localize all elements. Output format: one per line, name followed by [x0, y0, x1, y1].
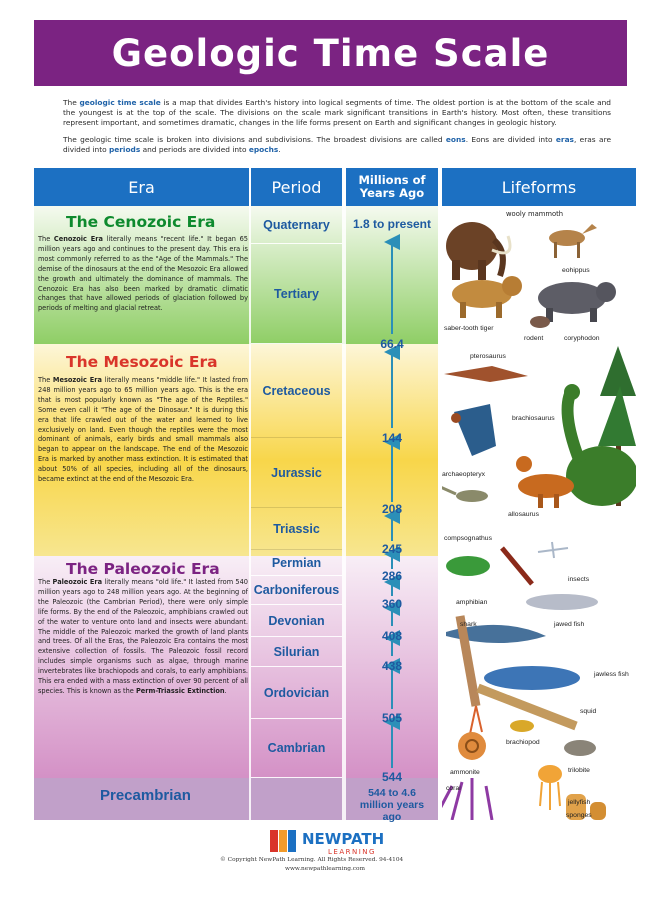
period-triassic: Triassic [251, 508, 342, 550]
mesozoic-text [38, 376, 248, 485]
mya-505: 505 [381, 711, 403, 725]
era-lead: The [38, 578, 53, 586]
label-rodent: rodent [524, 335, 544, 342]
mya-208: 208 [381, 502, 403, 516]
jawless-fish-illustration [484, 666, 580, 690]
label-saber-tooth-tiger: saber-tooth tiger [444, 325, 494, 332]
label-squid: squid [580, 708, 597, 715]
term-eras: eras [555, 134, 574, 144]
label-brachiopod: brachiopod [506, 739, 540, 746]
mya-precambrian: 544 to 4.6 million years ago [359, 787, 425, 823]
cenozoic-title: The Cenozoic Era [66, 213, 216, 231]
label-jawless-fish: jawless fish [594, 671, 629, 678]
header-period: Period [251, 168, 342, 206]
eohippus-illustration [549, 224, 597, 258]
intro-rest: is a map that divides Earth's history into logical segments of time. The oldest portion is at the bottom of the scale and the youngest is at the top of the scale. The divisions on the scale mark significant transitions in Earth's history. Most often, these transitions represent important, and sometimes dramatic, changes in the life forms present on Earth and significant changes in geologic history. [63, 98, 611, 128]
intro-text [63, 98, 611, 161]
label-amphibian: amphibian [456, 599, 488, 606]
label-coral: coral [446, 785, 461, 792]
ammonite-illustration [458, 732, 486, 760]
coryphodon-illustration [538, 282, 616, 322]
header-mya: Millions of Years Ago [346, 168, 438, 206]
label-compsognathus: compsognathus [444, 535, 492, 542]
term-periods: periods [108, 144, 141, 154]
period-permian: Permian [251, 550, 342, 576]
insects-illustration [502, 542, 568, 584]
era-term: Paleozoic Era [52, 578, 103, 586]
label-jellyfish: jellyfish [568, 799, 591, 806]
intro-paragraph-2 [63, 135, 611, 155]
label-shark: shark [460, 621, 477, 628]
intro-term: geologic time scale [79, 98, 161, 107]
title-banner [34, 20, 627, 86]
intro-p2-e: . [278, 144, 281, 154]
period-ordovician: Ordovician [251, 667, 342, 719]
paleozoic-title: The Paleozoic Era [66, 560, 220, 578]
compsognathus-illustration [442, 486, 488, 502]
website: www.newpathlearning.com [285, 866, 366, 872]
label-allosaurus: allosaurus [508, 511, 539, 518]
era-lead: The [38, 376, 53, 384]
period-carboniferous: Carboniferous [251, 576, 342, 605]
saber-tooth-tiger-illustration [452, 276, 522, 318]
mesozoic-title: The Mesozoic Era [66, 353, 218, 371]
intro-paragraph-1 [63, 98, 611, 129]
term-epochs: epochs [248, 144, 279, 154]
header-era: Era [34, 168, 249, 206]
mya-144: 144 [381, 431, 403, 445]
period-devonian: Devonian [251, 605, 342, 637]
paleozoic-text [38, 578, 248, 697]
period-quaternary: Quaternary [251, 206, 342, 244]
logo-new: NEWPATH [302, 830, 385, 848]
archaeopteryx-illustration [451, 404, 496, 456]
logo-learning: LEARNING [328, 848, 376, 856]
intro-p2-a: The geologic time scale is broken into divisions and subdivisions. The broadest divisions are called [63, 134, 446, 144]
label-sponges: sponges [566, 812, 592, 819]
page-title: Geologic Time Scale [111, 31, 550, 75]
term-eons: eons [445, 134, 466, 144]
label-coryphodon: coryphodon [564, 335, 600, 342]
period-cretaceous: Cretaceous [251, 344, 342, 438]
period-tertiary: Tertiary [251, 244, 342, 344]
period-cambrian: Cambrian [251, 719, 342, 778]
intro-p2-d: and periods are divided into [140, 144, 249, 154]
logo-mark [270, 826, 400, 858]
label-jawed-fish: jawed fish [554, 621, 585, 628]
lifeforms-illustration [442, 206, 636, 820]
intro-p2-b: . Eons are divided into [465, 134, 556, 144]
mya-544: 544 [381, 770, 403, 784]
mya-360: 360 [381, 597, 403, 611]
era-end: . [224, 686, 227, 695]
jellyfish-illustration [538, 765, 562, 810]
trilobite-illustration [564, 740, 596, 756]
period-jurassic: Jurassic [251, 438, 342, 508]
intro-lead: The [63, 98, 80, 107]
mya-245: 245 [381, 542, 403, 556]
rodent-illustration [530, 316, 550, 328]
era-desc: literally means "middle life." It lasted from 248 million years ago to 65 million years ago. This is the era that is most popularly known as "The age of the Reptiles." Some even call it "The age of the Dinosaur." It is during this era that life crawled out of the water and learned to live exclusively on land. Even though the reptiles were the most dominant of animals, early birds and small mammals also began to appear on the landscape. The end of the Mesozoic Era is marked by another mass extinction. It is estimated that about 50% of all species, including all of the dinosaurs, became extinct at the end of the Mesozoic Era. [38, 376, 248, 484]
period-silurian: Silurian [251, 637, 342, 667]
extinction-term: Perm-Triassic Extinction [135, 686, 225, 695]
label-pterosaurus: pterosaurus [470, 353, 506, 360]
amphibian-illustration [446, 556, 490, 576]
label-eohippus: eohippus [562, 267, 590, 274]
pterosaurus-illustration [444, 366, 528, 382]
label-brachiosaurus: brachiosaurus [512, 415, 555, 422]
precambrian-label: Precambrian [100, 787, 191, 804]
mya-438: 438 [381, 659, 403, 673]
woolly-mammoth-illustration [446, 222, 510, 280]
era-desc: literally means "recent life." It began 65 million years ago and continues to the present day. This era is most commonly referred to as the "Age of the Mammals." The demise of the dinosaurs at the end of the Mesozoic Era allowed the growth and ultimately the dominance of mammals. The Cenozoic Era has also been marked by dramatic climatic changes that have allowed periods of glaciation followed by periods of melting and glacial retreat. [38, 235, 248, 313]
label-trilobite: trilobite [568, 767, 590, 774]
era-term: Mesozoic Era [52, 376, 102, 384]
label-archaeopteryx: archaeopteryx [442, 471, 486, 478]
mya-408: 408 [381, 629, 403, 643]
header-lifeforms: Lifeforms [442, 168, 636, 206]
label-ammonite: ammonite [450, 769, 480, 776]
brachiopod-illustration [510, 720, 534, 732]
intro-p2-c: , eras are divided into [63, 134, 611, 154]
label-woolly-mammoth: wooly mammoth [506, 210, 564, 218]
jawed-fish-illustration [526, 594, 598, 610]
label-insects: insects [568, 576, 590, 583]
era-term: Cenozoic Era [53, 235, 103, 243]
era-desc: literally means "old life." It lasted from 540 million years ago to 248 million years ago. At the beginning of the Paleozoic (the Cambrian Period), there were only simple life forms. By the end of the Paleozoic, amphibians crawled out of the water to venture onto land and insects were abundant. The middle of the Paleozoic marked the growth of land plants and trees. Of all the Eras, the Paleozoic Era contains the most extensive collection of fossils. The Paleozoic fossil record includes simple organisms such as algae, through marine invertebrates like brachiopods and corals, to early amphibians. This era ended with a mass extinction of over 90 percent of all species. This is known as the [38, 578, 248, 695]
copyright: © Copyright NewPath Learning. All Rights Reserved. 94-4104 [220, 857, 404, 863]
lifeforms-panel [442, 206, 636, 820]
cenozoic-text [38, 235, 248, 314]
mya-286: 286 [381, 569, 403, 583]
mya-quaternary: 1.8 to present [352, 217, 432, 231]
mya-66: 66.4 [380, 337, 404, 351]
era-lead: The [38, 235, 54, 243]
allosaurus-illustration [516, 456, 574, 508]
